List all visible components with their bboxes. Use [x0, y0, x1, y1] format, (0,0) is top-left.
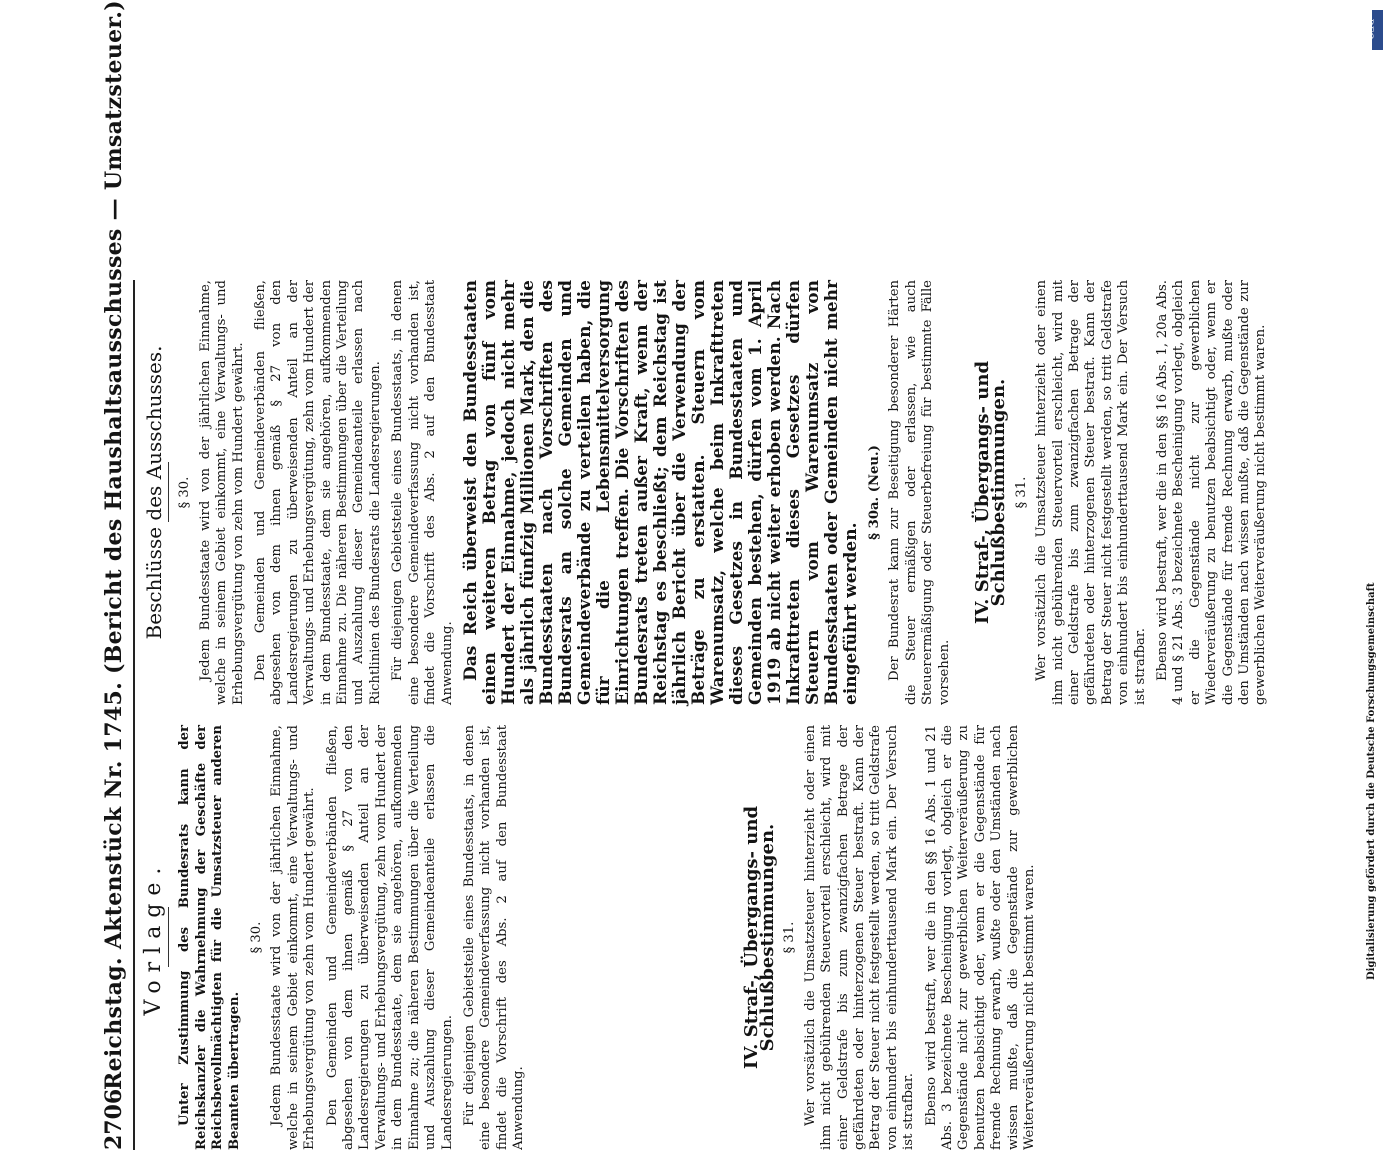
rotated-content — [41, 0, 1341, 1150]
right-s30a-p: Der Bundesrat kann zur Beseitigung besonderer Härten die Steuer ermäßigen oder erlassen, wie auch Steuerermäßigung oder Steuerbefreiung für bestimmte Fälle vorsehen. — [887, 280, 952, 705]
left-s31-p1: Wer vorsätzlich die Umsatzsteuer hinterzieht oder einen ihm nicht gebührenden Steuervorteil erschleicht, wird mit einer Geldstrafe bis zum zwanzigfachen Betrage der gefährdeten oder hinterzogenen Steuer bestraft. Kann der Betrag der Steuer nicht festgestellt werden, so tritt Geldstrafe von einhundert bis einhunderttausend Mark ein. Der Versuch ist strafbar. — [802, 725, 917, 1150]
left-gap — [534, 725, 722, 1150]
dfg-logo-label: DFG — [1363, 18, 1374, 40]
left-s30-p3: Für diejenigen Gebietsteile eines Bundesstaats, in denen eine besondere Gemeindeverfassung nicht vorhanden ist, findet die Vorschrift des Abs. 2 auf den Bundesstaat Anwendung. — [461, 725, 527, 1150]
right-s30-p1: Jedem Bundesstaate wird von der jährlichen Einnahme, welche in seinem Gebiet einkommt, eine Verwaltungs- und Erhebungsvergütung von zehn vom Hundert gewährt. — [197, 280, 246, 705]
right-s30-p3: Für diejenigen Gebietsteile eines Bundesstaats, in denen eine besondere Gemeindeverfassung nicht vorhanden ist, findet die Vorschrift des Abs. 2 auf den Bundesstaat Anwendung. — [390, 280, 455, 705]
right-s31-heading: § 31. — [1013, 476, 1029, 509]
running-head: Reichstag. Aktenstück Nr. 1745. (Bericht des Haushaltsausschusses — Umsatzsteuer.) — [101, 0, 127, 1090]
right-s30a-heading: § 30a. (Neu.) — [866, 445, 882, 540]
digitization-text: Digitalisierung gefördert durch die Deutsche Forschungsgemeinschaft — [1366, 582, 1377, 980]
left-section-iv: IV. Straf-, Übergangs- und Schlußbestimmungen. — [740, 805, 778, 1070]
header-rule — [133, 280, 135, 1150]
digitization-note — [1366, 200, 1383, 980]
right-s30-p2: Den Gemeinden und Gemeindeverbänden fließen, abgesehen von dem ihnen gemäß § 27 von den Landesregierungen zu überweisenden Anteil an der Verwaltungs- und Erhebungsvergütung, zehn vom Hundert der in dem Bundesstaate, dem sie angehören, aufkommenden Einnahme zu. Die näheren Bestimmungen über die Verteilung und Auszahlung dieser Gemeindeanteile erlassen nach Richtlinien des Bundesrats die Landesregierungen. — [253, 280, 383, 705]
right-section-iv: IV. Straf-, Übergangs- und Schlußbestimmungen. — [971, 360, 1010, 625]
right-s31-p1: Wer vorsätzlich die Umsatzsteuer hinterzieht oder einen ihm nicht gebührenden Steuervorteil erschleicht, wird mit einer Geldstrafe bis zum zwanzigfachen Betrage der gefährdeten oder hinterzogenen Steuer bestraft. Kann der Betrag der Steuer nicht festgestellt werden, so tritt Geldstrafe von einhundert bis einhunderttausend Mark ein. Der Versuch ist strafbar. — [1034, 280, 1148, 705]
left-s31-heading: § 31. — [782, 921, 798, 954]
right-column — [142, 280, 1276, 705]
right-s30-heading: § 30. — [177, 476, 193, 509]
left-intro: Unter Zustimmung des Bundesrats kann der Reichskanzler die Wahrnehmung der Geschäfte der Reichsbevollmächtigten für die Umsatzsteuer anderen Beamten übertragen. — [177, 725, 242, 1150]
left-s30-p2: Den Gemeinden und Gemeindeverbänden fließen, abgesehen von dem ihnen gemäß § 27 von den Landesregierungen zu überweisenden Anteil an der Verwaltungs- und Erhebungsvergütung, zehn vom Hundert der in dem Bundesstaate, dem sie angehören, aufkommenden Einnahme zu; die näheren Bestimmungen über die Verteilung und Auszahlung dieser Gemeindeanteile erlassen die Landesregierungen. — [324, 725, 455, 1150]
right-s30-new-text: Das Reich überweist den Bundesstaaten einen weiteren Betrag von fünf vom Hundert der Einnahme, jedoch nicht mehr als jährlich fünfzig Millionen Mark, den die Bundesstaaten nach Vorschriften des Bundesrats an solche Gemeinden und Gemeindeverbände zu verteilen haben, die für die Lebensmittelversorgung Einrichtungen treffen. Die Vorschriften des Bundesrats treten außer Kraft, wenn der Reichstag es beschließt; dem Reichstag ist jährlich Bericht über die Verwendung der Beträge zu erstatten. Steuern vom Warenumsatz, welche beim Inkrafttreten dieses Gesetzes in Bundesstaaten und Gemeinden bestehen, dürfen vom 1. April 1919 ab nicht weiter erhoben werden. Nach Inkrafttreten dieses Gesetzes dürfen Steuern vom Warenumsatz von Bundesstaaten oder Gemeinden nicht mehr eingeführt werden. — [460, 280, 861, 705]
right-title-rule — [168, 463, 169, 523]
left-title: Vorlage. — [141, 859, 166, 1016]
right-title: Beschlüsse des Ausschusses. — [142, 345, 166, 640]
left-s30-heading: § 30. — [249, 921, 265, 954]
left-column — [141, 725, 1044, 1150]
dfg-logo — [1363, 10, 1383, 50]
left-s31-p2: Ebenso wird bestraft, wer die in den §§ 16 Abs. 1 und 21 Abs. 3 bezeichnete Bescheinigung vorlegt, obgleich er die Gegenstände nicht zur gewerblichen Weiterveräußerung zu benutzen beabsichtigt oder, wenn er die Gegenstände für fremde Rechnung erwarb, wußte oder den Umständen nach wissen mußte, daß die Gegenstände zur gewerblichen Weiterveräußerung nicht bestimmt waren. — [923, 725, 1038, 1150]
left-title-rule — [168, 908, 169, 968]
left-s30-p1: Jedem Bundesstaate wird von der jährlichen Einnahme, welche in seinem Gebiet einkommt, eine Verwaltungs- und Erhebungsvergütung von zehn vom Hundert gewährt. — [269, 725, 318, 1150]
right-s31-p2: Ebenso wird bestraft, wer die in den §§ 16 Abs. 1, 20a Abs. 4 und § 21 Abs. 3 bezeichnete Bescheinigung vorlegt, obgleich er die Gegenstände nicht zur gewerblichen Wiederveräußerung zu benutzen beabsichtigt oder, wenn er die Gegenstände für fremde Rechnung erwarb, mußte oder den Umständen nach wissen mußte, daß die Gegenstände zur gewerblichen Weiterveräußerung nicht bestimmt waren. — [1155, 280, 1269, 705]
page-number: 2706 — [101, 1088, 127, 1150]
page-body — [41, 0, 1341, 1150]
